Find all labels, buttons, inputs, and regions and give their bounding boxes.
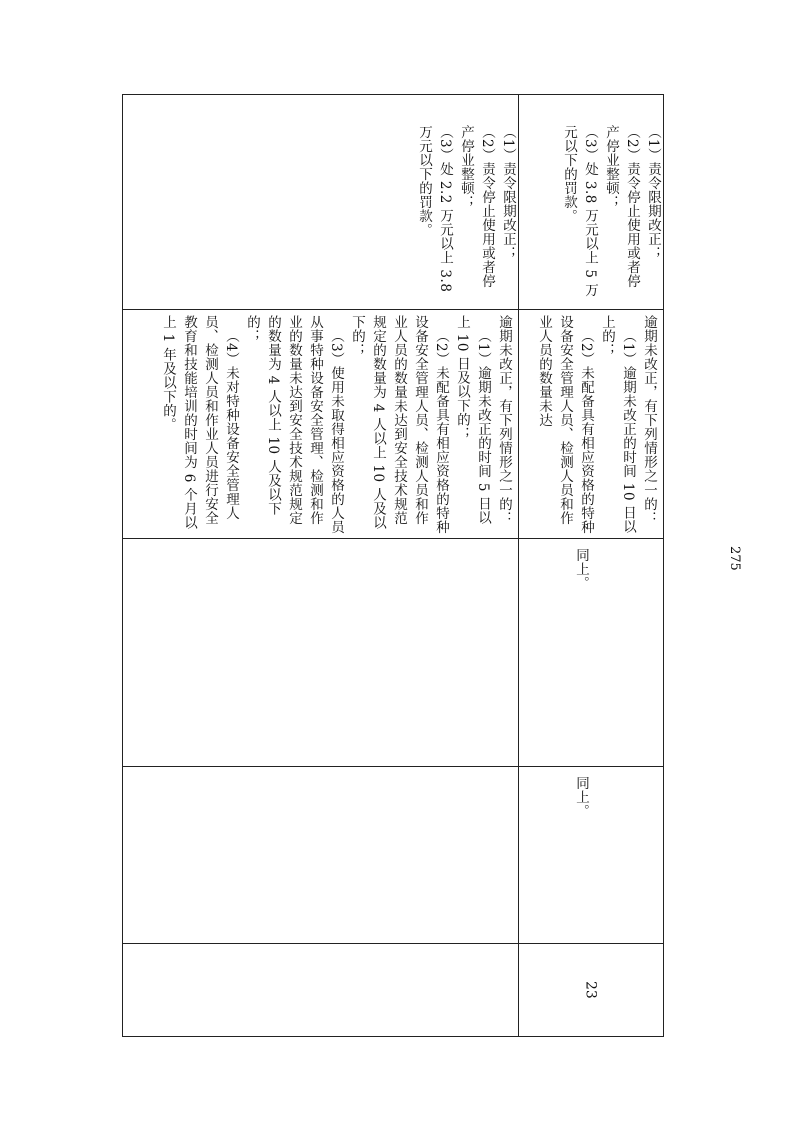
circumstance-cell — [123, 538, 518, 766]
penalty-item: （3）处 2.2 万元以上 3.8 万元以下的罚款。 — [416, 125, 453, 293]
number-cell: 23 — [582, 980, 599, 999]
condition-item: 逾期未改正，有下列情形之一的： — [641, 315, 657, 525]
basis-cell — [123, 766, 518, 943]
condition-item: （2）未配备具有相应资格的特种设备安全管理人员、检测人员和作业人员的数量未达 — [536, 315, 594, 534]
penalty-item: （2）责令停止使用或者停产停业整顿； — [603, 125, 640, 289]
penalty-item: （3）处 3.8 万元以上 5 万元以下的罚款。 — [561, 125, 598, 298]
page-number: 275 — [727, 546, 742, 571]
condition-item: （1）逾期未改正的时间 5 日以上 10 日及以下的； — [454, 315, 491, 525]
condition-item: （4）未对特种设备安全管理人员、检测人员和作业人员进行安全教育和技能培训的时间为 6 个月以上 1 年及以下的。 — [160, 315, 239, 530]
circumstance-cell — [518, 538, 663, 766]
condition-item: （2）未配备具有相应资格的特种设备安全管理人员、检测人员和作业人员的数量未达到安全技术规范规定的数量为 4 人以上 10 人及以下的； — [349, 315, 449, 534]
penalty-cell — [123, 95, 518, 309]
condition-cell — [123, 309, 518, 538]
basis-cell — [518, 766, 663, 943]
condition-cell — [518, 309, 663, 538]
penalty-table — [122, 94, 664, 1037]
penalty-item: （1）责令限期改正； — [500, 125, 516, 261]
condition-item: 逾期未改正，有下列情形之一的： — [496, 315, 512, 525]
number-cell — [123, 943, 518, 1036]
circumstance-text: 同上。 — [573, 548, 589, 590]
condition-item: （3）使用未取得相应资格的人员从事特种设备安全管理、检测和作业的数量未达到安全技术规范规定的数量为 4 人以上 10 人及以下的； — [244, 315, 344, 534]
penalty-item: （1）责令限期改正； — [645, 125, 661, 261]
condition-item: （1）逾期未改正的时间 10 日以上的； — [599, 315, 636, 534]
basis-text: 同上。 — [573, 776, 589, 818]
penalty-cell — [518, 95, 663, 309]
penalty-item: （2）责令停止使用或者停产停业整顿； — [458, 125, 495, 289]
